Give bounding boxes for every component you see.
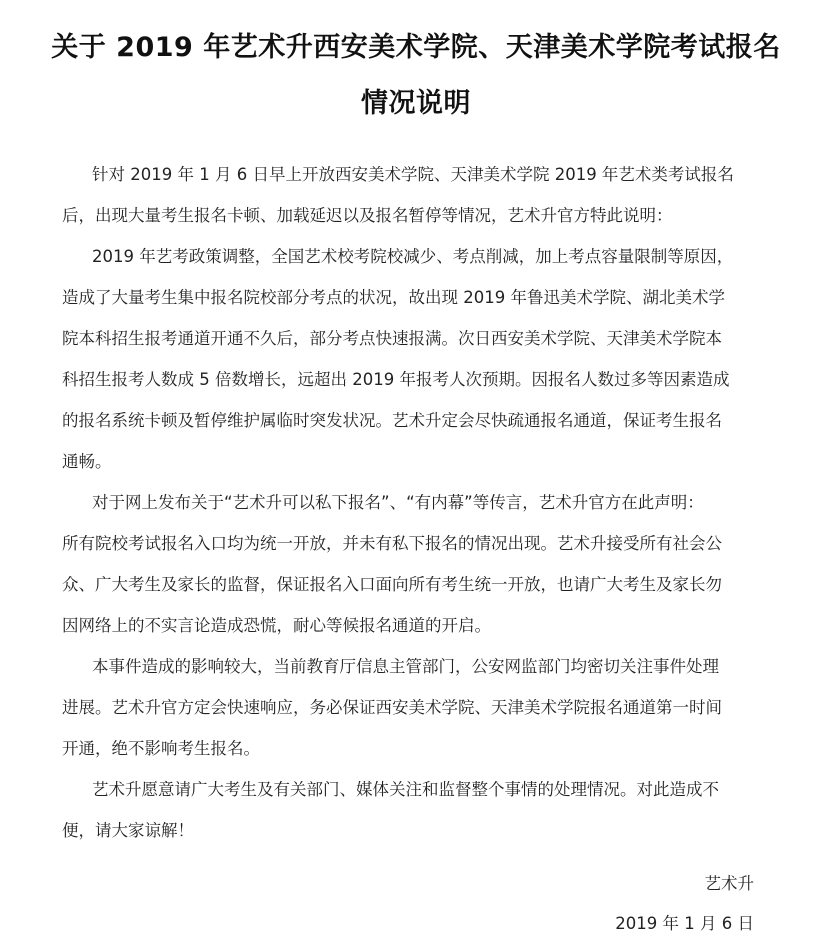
paragraph-line: 院本科招生报考通道开通不久后，部分考点快速报满。次日西安美术学院、天津美术学院本: [62, 329, 722, 348]
signature: 艺术升: [704, 874, 754, 893]
paragraph-response: [62, 646, 774, 769]
paragraph-line: 通畅。: [62, 452, 112, 471]
paragraph-line: 的报名系统卡顿及暂停维护属临时突发状况。艺术升定会尽快疏通报名通道，保证考生报名: [62, 411, 722, 430]
paragraph-policy: [62, 236, 774, 482]
paragraph-line: 因网络上的不实言论造成恐慌，耐心等候报名通道的开启。: [62, 616, 491, 635]
paragraph-line: 艺术升愿意请广大考生及有关部门、媒体关注和监督整个事情的处理情况。对此造成不: [92, 780, 719, 799]
paragraph-line: 造成了大量考生集中报名院校部分考点的状况，故出现 2019 年鲁迅美术学院、湖北美术学: [62, 288, 725, 307]
paragraph-line: 进展。艺术升官方定会快速响应，务必保证西安美术学院、天津美术学院报名通道第一时间: [62, 698, 722, 717]
paragraph-line: 科招生报考人数成 5 倍数增长，远超出 2019 年报考人次预期。因报名人数过多等因素造成: [62, 370, 730, 389]
paragraph-line: 本事件造成的影响较大，当前教育厅信息主管部门，公安网监部门均密切关注事件处理: [92, 657, 719, 676]
paragraph-line: 便，请大家谅解！: [62, 821, 194, 840]
paragraph-rumor-statement: [62, 482, 774, 646]
document-title: [40, 20, 792, 132]
paragraph-line: 2019 年艺考政策调整，全国艺术校考院校减少、考点削减，加上考点容量限制等原因，: [92, 247, 734, 266]
paragraph-line: 众、广大考生及家长的监督，保证报名入口面向所有考生统一开放，也请广大考生及家长勿: [62, 575, 722, 594]
paragraph-line: 开通，绝不影响考生报名。: [62, 739, 260, 758]
document-date: 2019 年 1 月 6 日: [615, 914, 754, 933]
paragraph-apology: [62, 769, 774, 851]
paragraph-line: 后，出现大量考生报名卡顿、加载延迟以及报名暂停等情况，艺术升官方特此说明：: [62, 206, 673, 225]
paragraph-line: 所有院校考试报名入口均为统一开放，并未有私下报名的情况出现。艺术升接受所有社会公: [62, 534, 722, 553]
paragraph-line: 针对 2019 年 1 月 6 日早上开放西安美术学院、天津美术学院 2019 年艺术类考试报名: [92, 165, 734, 184]
paragraph-line: 对于网上发布关于“艺术升可以私下报名”、“有内幕”等传言，艺术升官方在此声明：: [92, 493, 704, 512]
document-body: [62, 154, 774, 851]
paragraph-intro: [62, 154, 774, 236]
title-line: 情况说明: [361, 88, 471, 119]
title-line: 关于 2019 年艺术升西安美术学院、天津美术学院考试报名: [51, 32, 781, 63]
